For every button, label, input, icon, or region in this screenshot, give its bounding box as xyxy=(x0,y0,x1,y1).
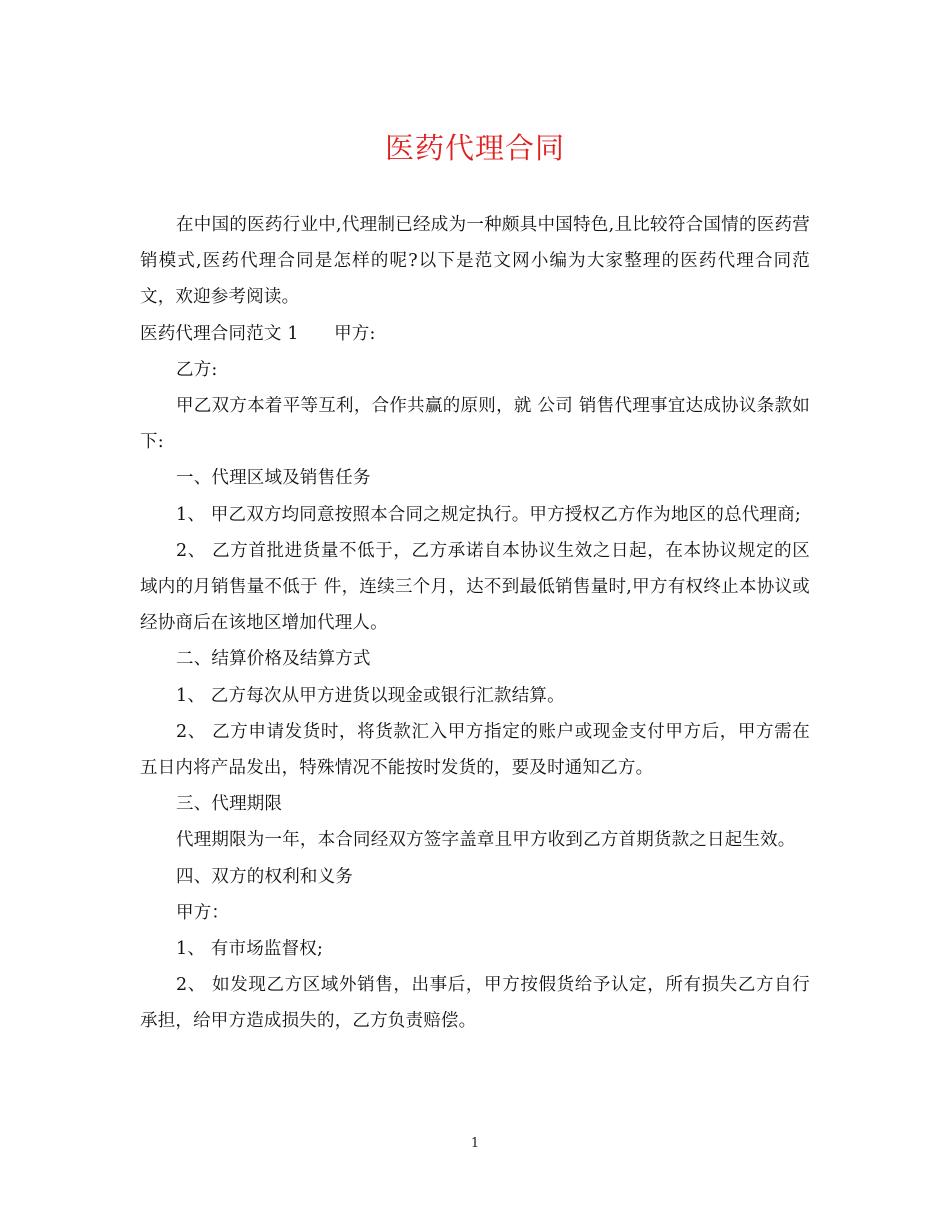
page-number: 1 xyxy=(470,1136,480,1151)
section-heading-2: 二、结算价格及结算方式 xyxy=(176,649,371,670)
party-a-label: 甲方： xyxy=(176,902,230,923)
document-body xyxy=(140,207,810,1040)
section-heading-4: 四、双方的权利和义务 xyxy=(176,866,353,887)
clause-4-1: 1、 有市场监督权; xyxy=(176,939,324,960)
paragraph-preamble: 甲乙双方本着平等互利，合作共赢的原则，就 公司 销售代理事宜达成协议条款如下: xyxy=(140,396,810,453)
section-heading-3: 三、代理期限 xyxy=(176,794,283,815)
paragraph-party-b: 乙方: xyxy=(176,359,218,380)
document-title: 医药代理合同 xyxy=(384,131,565,165)
section-heading-1: 一、代理区域及销售任务 xyxy=(176,468,371,489)
clause-1-2: 2、 乙方首批进货量不低于，乙方承诺自本协议生效之日起，在本协议规定的区域内的月销售量不低于 件，连续三个月，达不到最低销售量时,甲方有权终止本协议或经协商后在该地区增加代理人。 xyxy=(140,540,810,634)
clause-2-2: 2、 乙方申请发货时，将货款汇入甲方指定的账户或现金支付甲方后，甲方需在五日内将产品发出，特殊情况不能按时发货的，要及时通知乙方。 xyxy=(140,721,810,779)
clause-4-2: 2、 如发现乙方区域外销售，出事后，甲方按假货给予认定，所有损失乙方自行承担，给甲方造成损失的，乙方负责赔偿。 xyxy=(140,975,810,1032)
clause-2-1: 1、 乙方每次从甲方进货以现金或银行汇款结算。 xyxy=(176,685,565,706)
paragraph-sample-heading: 医药代理合同范文 1 甲方: xyxy=(140,323,376,344)
clause-3: 代理期限为一年，本合同经双方签字盖章且甲方收到乙方首期货款之日起生效。 xyxy=(176,830,796,851)
clause-1-1: 1、 甲乙双方均同意按照本合同之规定执行。甲方授权乙方作为地区的总代理商; xyxy=(176,504,801,525)
paragraph-intro: 在中国的医药行业中,代理制已经成为一种颇具中国特色,且比较符合国情的医药营销模式,医药代理合同是怎样的呢?以下是范文网小编为大家整理的医药代理合同范文，欢迎参考阅读。 xyxy=(140,215,810,308)
